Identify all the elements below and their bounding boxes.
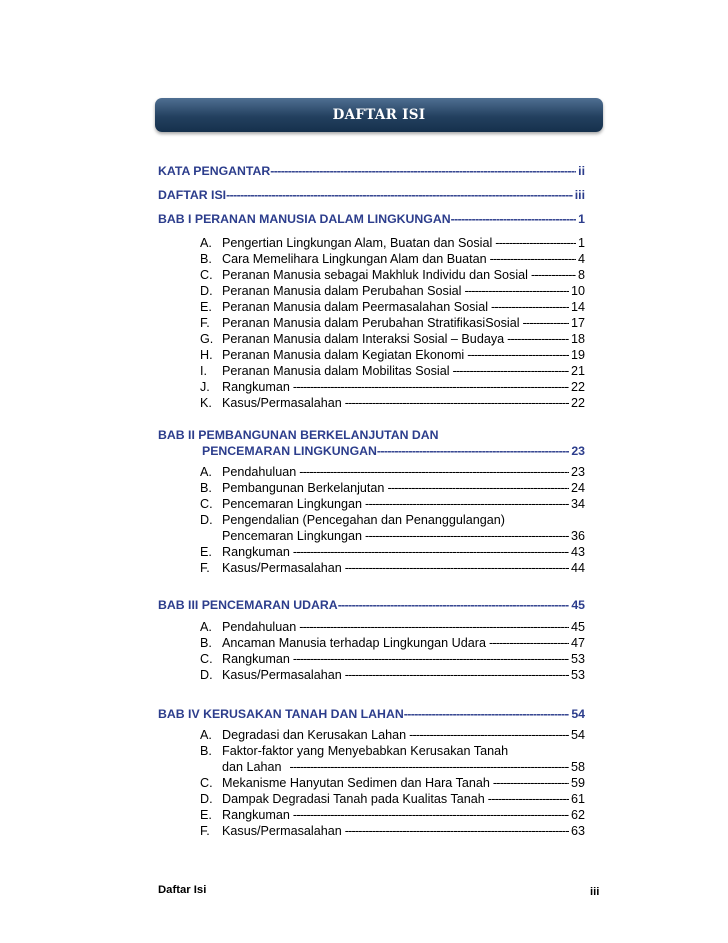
toc-subentry[interactable]: [200, 496, 585, 512]
dot-leader: [296, 619, 569, 635]
subentry-label: Rangkuman: [222, 652, 290, 666]
toc-subentry[interactable]: [200, 727, 585, 743]
subentry-label: dan Lahan: [222, 760, 282, 774]
subentry-label: Kasus/Permasalahan: [222, 396, 342, 410]
toc-subentry[interactable]: [200, 251, 585, 267]
subentry-label: Peranan Manusia sebagai Makhluk Individu dan Sosial: [222, 268, 528, 282]
toc-subentry[interactable]: [200, 743, 585, 759]
toc-subentry[interactable]: [200, 823, 585, 839]
subentry-letter: G.: [200, 332, 214, 346]
subentry-label: Pencemaran Lingkungan: [222, 497, 363, 511]
dot-leader: [338, 597, 570, 613]
subentry-label: Mekanisme Hanyutan Sedimen dan Hara Tanah: [222, 776, 490, 790]
toc-page-number: 4: [577, 252, 585, 266]
toc-subentry[interactable]: [200, 651, 585, 667]
toc-subentry[interactable]: [200, 315, 585, 331]
toc-subentry[interactable]: [200, 464, 585, 480]
toc-page-number: 36: [570, 529, 585, 543]
subentry-label: Pembangunan Berkelanjutan: [222, 481, 385, 495]
subentry-letter: D.: [200, 284, 213, 298]
toc-page-number: 18: [570, 332, 585, 346]
dot-leader: [487, 251, 576, 267]
dot-leader: [290, 651, 569, 667]
toc-page-number: 8: [577, 268, 585, 282]
toc-entry-label: DAFTAR ISI: [158, 188, 227, 202]
toc-subentry[interactable]: [200, 331, 585, 347]
subentry-label: Pendahuluan: [222, 620, 297, 634]
page-title: DAFTAR ISI: [332, 107, 426, 123]
subentry-letter: D.: [200, 513, 213, 527]
toc-page-number: 45: [571, 598, 585, 612]
toc-page-number: 53: [570, 652, 585, 666]
subentry-letter: A.: [200, 465, 212, 479]
subentry-letter: C.: [200, 776, 213, 790]
toc-page-number: 22: [570, 380, 585, 394]
subentry-letter: A.: [200, 728, 212, 742]
subentry-letter: B.: [200, 252, 212, 266]
dot-leader: [490, 775, 569, 791]
subentry-label: Rangkuman: [222, 808, 290, 822]
subentry-label: Peranan Manusia dalam Peermasalahan Sosial: [222, 300, 489, 314]
toc-subentry[interactable]: [200, 379, 585, 395]
subentry-label: Peranan Manusia dalam Kegiatan Ekonomi: [222, 348, 465, 362]
toc-page-number: 44: [570, 561, 585, 575]
toc-page-number: iii: [574, 188, 585, 202]
dot-leader: [492, 235, 576, 251]
toc-subentry-continuation[interactable]: [222, 528, 585, 544]
chapter-title: BAB IV KERUSAKAN TANAH DAN LAHAN: [158, 707, 404, 721]
dot-leader: [296, 464, 569, 480]
footer-section-label: Daftar Isi: [158, 884, 207, 896]
toc-page-number: 53: [570, 668, 585, 682]
subentry-label: Cara Memelihara Lingkungan Alam dan Buatan: [222, 252, 487, 266]
dot-leader: [342, 667, 569, 683]
dot-leader: [461, 283, 569, 299]
dot-leader: [342, 395, 569, 411]
subentry-letter: C.: [200, 268, 213, 282]
subentry-letter: F.: [200, 561, 210, 575]
subentry-letter: K.: [200, 396, 212, 410]
footer-page-number: iii: [590, 886, 600, 898]
title-banner: [155, 98, 603, 132]
subentry-label: Pendahuluan: [222, 465, 297, 479]
toc-subentry[interactable]: [200, 512, 585, 528]
toc-page-number: 54: [571, 707, 585, 721]
chapter-title: BAB I PERANAN MANUSIA DALAM LINGKUNGAN: [158, 212, 451, 226]
subentry-label: Dampak Degradasi Tanah pada Kualitas Tanah: [222, 792, 485, 806]
toc-subentry[interactable]: [200, 807, 585, 823]
subentry-label: Peranan Manusia dalam Perubahan Sosial: [222, 284, 462, 298]
subentry-label: Kasus/Permasalahan: [222, 668, 342, 682]
toc-subentry[interactable]: [200, 775, 585, 791]
toc-subentry[interactable]: [200, 791, 585, 807]
toc-subentry[interactable]: [200, 347, 585, 363]
subentry-label: Peranan Manusia dalam Mobilitas Sosial: [222, 364, 450, 378]
toc-page-number: 10: [570, 284, 585, 298]
toc-page-number: 14: [570, 300, 585, 314]
dot-leader: [450, 363, 569, 379]
dot-leader: [362, 496, 569, 512]
dot-leader: [406, 727, 569, 743]
toc-page-number: 24: [570, 481, 585, 495]
dot-leader: [290, 807, 569, 823]
dot-leader: [451, 211, 577, 227]
chapter-title: PENCEMARAN LINGKUNGAN: [202, 444, 377, 458]
subentry-letter: F.: [200, 824, 210, 838]
subentry-letter: E.: [200, 300, 212, 314]
dot-leader: [464, 347, 569, 363]
dot-leader: [290, 379, 569, 395]
toc-page-number: 21: [570, 364, 585, 378]
toc-page-number: 19: [570, 348, 585, 362]
toc-page-number: 34: [570, 497, 585, 511]
subentry-letter: C.: [200, 652, 213, 666]
dot-leader: [290, 544, 569, 560]
toc-page-number: 59: [570, 776, 585, 790]
toc-chapter-3[interactable]: [158, 597, 585, 613]
toc-chapter-1[interactable]: [158, 211, 585, 227]
dot-leader: [504, 331, 569, 347]
subentry-letter: B.: [200, 481, 212, 495]
subentry-label: Kasus/Permasalahan: [222, 824, 342, 838]
subentry-letter: J.: [200, 380, 210, 394]
toc-page-number: 47: [570, 636, 585, 650]
dot-leader: [520, 315, 569, 331]
subentry-letter: H.: [200, 348, 213, 362]
subentry-label: Peranan Manusia dalam Interaksi Sosial – Budaya: [222, 332, 505, 346]
dot-leader: [528, 267, 576, 283]
subentry-letter: I.: [200, 364, 207, 378]
toc-page-number: 61: [570, 792, 585, 806]
chapter-2-title-line1[interactable]: BAB II PEMBANGUNAN BERKELANJUTAN DAN: [158, 428, 439, 442]
subentry-label: Pengendalian (Pencegahan dan Penanggulangan): [222, 513, 505, 527]
dot-leader: [486, 635, 569, 651]
dot-leader: [485, 791, 569, 807]
toc-page-number: 54: [570, 728, 585, 742]
toc-chapter-2[interactable]: [202, 443, 585, 459]
dot-leader: [282, 759, 569, 775]
toc-page-number: 23: [570, 465, 585, 479]
toc-entry-daftar-isi[interactable]: [158, 187, 585, 203]
toc-page-number: 23: [571, 444, 585, 458]
toc-page-number: 1: [578, 212, 585, 226]
subentry-label: Faktor-faktor yang Menyebabkan Kerusakan Tanah: [222, 744, 509, 758]
subentry-letter: A.: [200, 620, 212, 634]
toc-subentry[interactable]: [200, 283, 585, 299]
chapter-title: BAB III PENCEMARAN UDARA: [158, 598, 338, 612]
toc-subentry-continuation[interactable]: [222, 759, 585, 775]
subentry-letter: D.: [200, 668, 213, 682]
toc-chapter-4[interactable]: [158, 706, 585, 722]
subentry-letter: D.: [200, 792, 213, 806]
subentry-letter: E.: [200, 545, 212, 559]
toc-subentry[interactable]: [200, 395, 585, 411]
dot-leader: [342, 823, 569, 839]
toc-entry-label: KATA PENGANTAR: [158, 164, 271, 178]
toc-subentry[interactable]: [200, 299, 585, 315]
toc-subentry[interactable]: [200, 619, 585, 635]
dot-leader: [270, 163, 576, 179]
subentry-label: Pengertian Lingkungan Alam, Buatan dan Sosial: [222, 236, 493, 250]
toc-page-number: 22: [570, 396, 585, 410]
dot-leader: [342, 560, 569, 576]
subentry-letter: E.: [200, 808, 212, 822]
toc-subentry[interactable]: [200, 667, 585, 683]
toc-subentry[interactable]: [200, 235, 585, 251]
subentry-letter: A.: [200, 236, 212, 250]
toc-page-number: ii: [578, 164, 585, 178]
subentry-label: Rangkuman: [222, 380, 290, 394]
toc-page-number: 63: [570, 824, 585, 838]
dot-leader: [377, 443, 569, 459]
dot-leader: [362, 528, 569, 544]
toc-subentry[interactable]: [200, 560, 585, 576]
subentry-label: Peranan Manusia dalam Perubahan StratifikasiSosial: [222, 316, 520, 330]
toc-page-number: 1: [577, 236, 585, 250]
toc-subentry[interactable]: [200, 363, 585, 379]
dot-leader: [226, 187, 573, 203]
dot-leader: [384, 480, 569, 496]
subentry-label: Kasus/Permasalahan: [222, 561, 342, 575]
subentry-label: Rangkuman: [222, 545, 290, 559]
dot-leader: [404, 706, 570, 722]
subentry-letter: F.: [200, 316, 210, 330]
toc-page-number: 45: [570, 620, 585, 634]
toc-entry-kata-pengantar[interactable]: [158, 163, 585, 179]
subentry-letter: B.: [200, 636, 212, 650]
toc-subentry[interactable]: [200, 267, 585, 283]
toc-page-number: 62: [570, 808, 585, 822]
subentry-label: Degradasi dan Kerusakan Lahan: [222, 728, 407, 742]
toc-page-number: 17: [570, 316, 585, 330]
toc-subentry[interactable]: [200, 635, 585, 651]
toc-subentry[interactable]: [200, 544, 585, 560]
dot-leader: [488, 299, 569, 315]
subentry-label: Ancaman Manusia terhadap Lingkungan Udara: [222, 636, 486, 650]
toc-page-number: 43: [570, 545, 585, 559]
toc-page-number: 58: [570, 760, 585, 774]
subentry-label: Pencemaran Lingkungan: [222, 529, 363, 543]
toc-subentry[interactable]: [200, 480, 585, 496]
subentry-letter: B.: [200, 744, 212, 758]
subentry-letter: C.: [200, 497, 213, 511]
